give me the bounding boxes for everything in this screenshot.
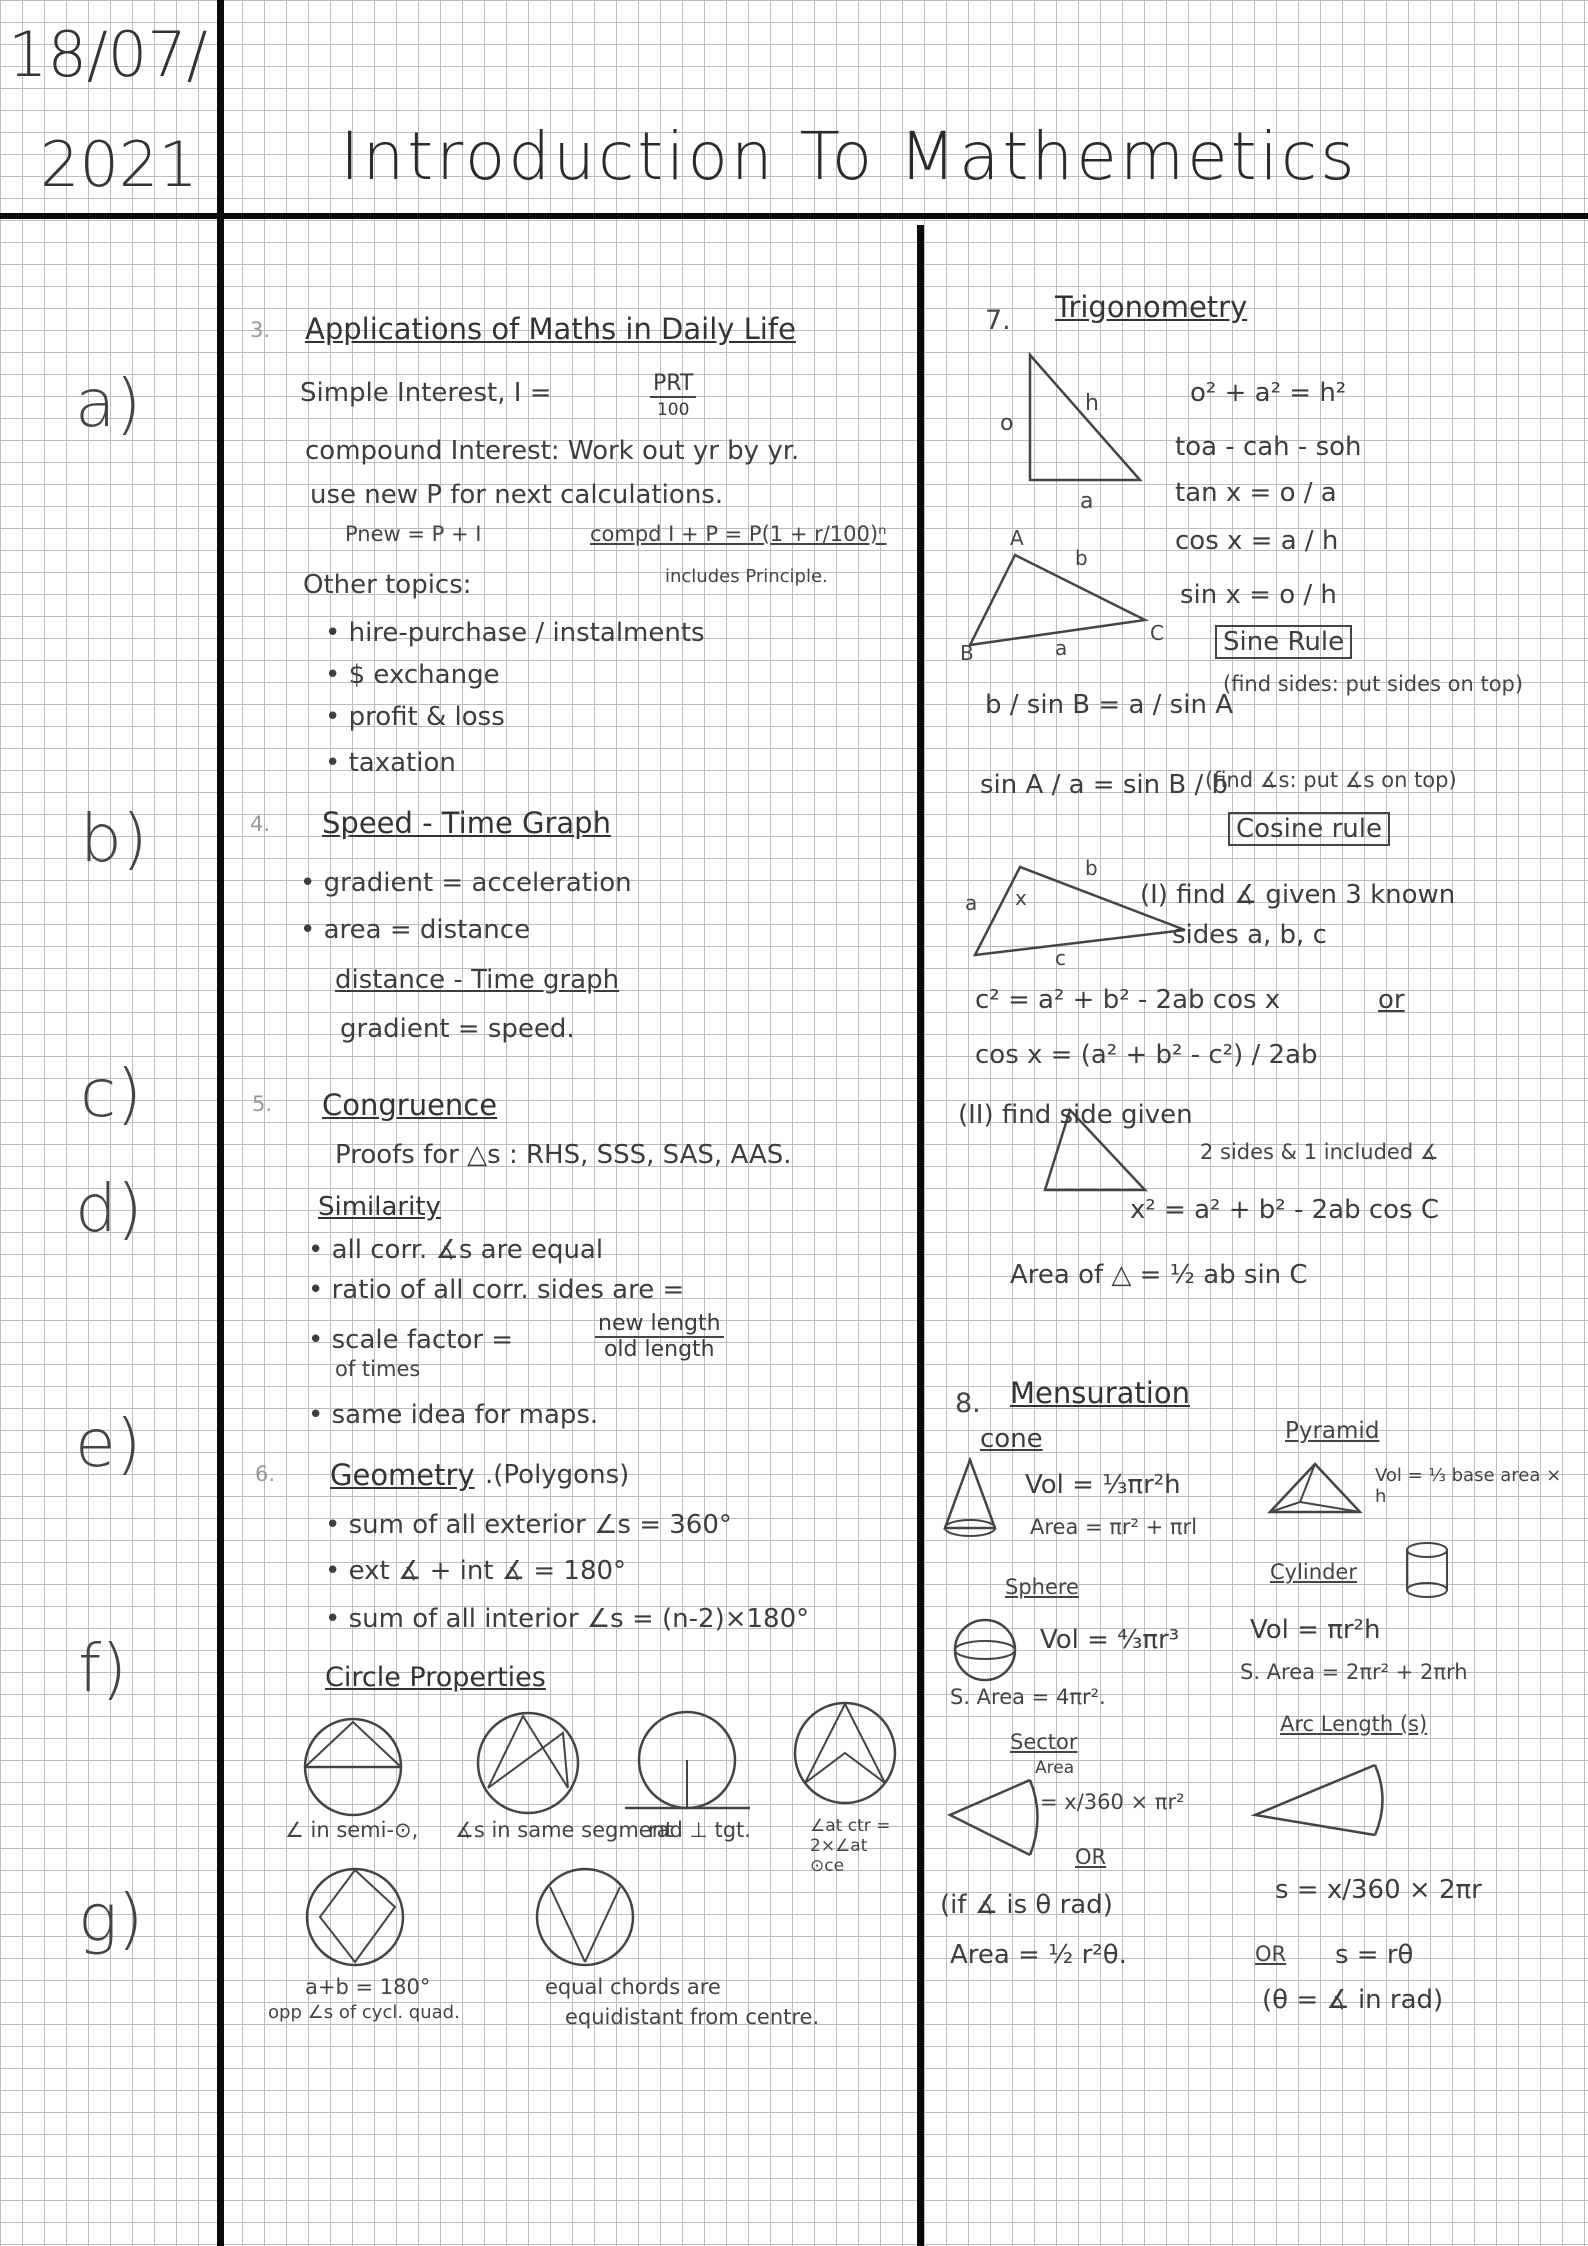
svg-text:x: x <box>1015 886 1027 910</box>
includes-principle: includes Principle. <box>665 566 828 587</box>
topic-item: • hire-purchase / instalments <box>325 618 705 648</box>
margin-label-c: c) <box>80 1055 143 1132</box>
cylinder-volume: Vol = πr²h <box>1250 1615 1381 1645</box>
circle-caption-2: ∡s in same segment <box>455 1818 674 1842</box>
congruence-proofs: Proofs for △s : RHS, SSS, SAS, AAS. <box>335 1140 792 1170</box>
ext-int-angles: • ext ∡ + int ∡ = 180° <box>325 1556 627 1586</box>
cos-formula: cos x = a / h <box>1175 526 1339 556</box>
find-sides-note: (find sides: put sides on top) <box>1223 672 1524 696</box>
svg-text:b: b <box>1075 546 1088 570</box>
cosine-case-2-detail: 2 sides & 1 included ∡ <box>1200 1140 1439 1164</box>
sine-rule-angles: sin A / a = sin B / b <box>980 770 1228 800</box>
margin-label-f: f) <box>78 1630 127 1707</box>
pyramid-label: Pyramid <box>1285 1418 1380 1444</box>
triangle-area-formula: Area of △ = ½ ab sin C <box>1010 1260 1308 1290</box>
cosine-rule-box: Cosine rule <box>1228 812 1390 846</box>
sphere-diagram <box>950 1615 1020 1689</box>
pyramid-volume: Vol = ⅓ base area × h <box>1375 1465 1562 1507</box>
svg-text:b: b <box>1085 856 1098 880</box>
arc-s-rtheta: s = rθ <box>1335 1940 1414 1970</box>
section-8-number: 8. <box>955 1388 981 1419</box>
simple-interest-fraction <box>650 372 696 422</box>
margin-label-g: g) <box>78 1880 144 1957</box>
sector-area-label: Area <box>1035 1758 1075 1778</box>
section-7-heading: Trigonometry <box>1055 290 1248 324</box>
cyclic-quad-caption: a+b = 180° <box>305 1975 431 1999</box>
pythagoras: o² + a² = h² <box>1190 378 1347 408</box>
margin-label-d: d) <box>75 1170 143 1247</box>
cosine-case-1-sides: sides a, b, c <box>1172 920 1327 950</box>
sin-formula: sin x = o / h <box>1180 580 1337 610</box>
svg-text:a: a <box>1055 636 1068 660</box>
similarity-angles: • all corr. ∡s are equal <box>308 1235 604 1265</box>
if-angle-rad: (if ∡ is θ rad) <box>940 1890 1113 1920</box>
sphere-volume: Vol = ⁴⁄₃πr³ <box>1040 1625 1180 1655</box>
section-4-number: 4. <box>250 812 271 836</box>
section-3-heading: Applications of Maths in Daily Life <box>305 312 796 346</box>
date-line-1: 18/07/ <box>8 18 208 91</box>
other-topics-label: Other topics: <box>303 570 472 600</box>
topic-item: • $ exchange <box>325 660 500 690</box>
svg-text:a: a <box>965 891 978 915</box>
page-title: Introduction To Mathemetics <box>340 118 1358 195</box>
compound-formula: compd I + P = P(1 + r/100)ⁿ <box>590 522 887 546</box>
sector-or: OR <box>1075 1845 1107 1869</box>
sector-area-rad: Area = ½ r²θ. <box>950 1940 1127 1970</box>
cosine-or: or <box>1378 985 1405 1015</box>
svg-text:h: h <box>1085 391 1099 416</box>
svg-text:B: B <box>960 641 974 665</box>
equal-chords-diagram <box>530 1862 640 1976</box>
similarity-ratio: • ratio of all corr. sides are = <box>308 1275 685 1305</box>
cone-diagram <box>940 1458 1000 1552</box>
section-4-heading: Speed - Time Graph <box>322 806 611 840</box>
theta-in-rad: (θ = ∡ in rad) <box>1262 1985 1444 2015</box>
prt-denominator: 100 <box>656 400 690 420</box>
interior-angles: • sum of all interior ∠s = (n-2)×180° <box>325 1604 810 1634</box>
margin-label-a: a) <box>75 365 142 442</box>
scale-factor-fraction: $\frac{\text{new length}}{\text{old length}}$ <box>595 1312 724 1362</box>
circle-semicircle-diagram <box>298 1712 408 1826</box>
find-angles-note: (find ∡s: put ∡s on top) <box>1205 768 1457 792</box>
sine-rule-box: Sine Rule <box>1215 625 1352 659</box>
sphere-area: S. Area = 4πr². <box>950 1685 1106 1709</box>
circle-properties-heading: Circle Properties <box>325 1662 546 1693</box>
equal-chords-caption-2: equidistant from centre. <box>565 2005 820 2029</box>
exterior-angles: • sum of all exterior ∠s = 360° <box>325 1510 732 1540</box>
circle-same-segment-diagram <box>473 1708 583 1822</box>
simple-interest-label: Simple Interest, I = <box>300 378 552 408</box>
cylinder-area: S. Area = 2πr² + 2πrh <box>1240 1660 1468 1684</box>
cosine-triangle-diagram <box>965 855 1195 969</box>
margin-label-b: b) <box>80 800 148 877</box>
pyramid-diagram <box>1265 1462 1365 1526</box>
similarity-heading: Similarity <box>318 1192 441 1222</box>
cone-label: cone <box>980 1424 1043 1454</box>
arc-or: OR <box>1255 1942 1287 1966</box>
circle-caption-3: rad ⊥ tgt. <box>648 1818 751 1842</box>
toa-cah-soh: toa - cah - soh <box>1175 432 1362 462</box>
svg-text:o: o <box>1000 411 1014 436</box>
cyclic-quad-diagram <box>300 1862 410 1976</box>
svg-text:C: C <box>1150 621 1164 645</box>
scale-factor-label: • scale factor = <box>308 1325 514 1355</box>
topic-item: • profit & loss <box>325 702 505 732</box>
cosine-formula-2: cos x = (a² + b² - c²) / 2ab <box>975 1040 1318 1070</box>
svg-text:c: c <box>1055 946 1066 970</box>
sector-label: Sector <box>1010 1730 1078 1754</box>
tan-formula: tan x = o / a <box>1175 478 1337 508</box>
margin-label-e: e) <box>75 1405 142 1482</box>
cosine-case-2: (II) find side given <box>958 1100 1193 1130</box>
compound-interest-line-1: compound Interest: Work out yr by yr. <box>305 436 800 466</box>
prt-numerator: PRT <box>650 372 696 398</box>
cosine-formula-3: x² = a² + b² - 2ab cos C <box>1130 1195 1440 1225</box>
circle-caption-4: ∠at ctr = 2×∠at ⊙ce <box>810 1816 891 1876</box>
cosine-case-1: (I) find ∡ given 3 known <box>1140 880 1456 910</box>
arc-sector-diagram <box>1245 1755 1405 1849</box>
circle-centre-angle-diagram <box>790 1698 900 1812</box>
distance-time-heading: distance - Time graph <box>335 965 620 995</box>
section-5-number: 5. <box>252 1092 273 1116</box>
gradient-speed: gradient = speed. <box>340 1014 575 1044</box>
general-triangle-diagram <box>960 526 1164 665</box>
circle-caption-1: ∠ in semi-⊙, <box>285 1818 419 1842</box>
cylinder-diagram <box>1402 1540 1452 1604</box>
center-column-rule <box>917 225 924 2246</box>
arc-length-label: Arc Length (s) <box>1280 1712 1428 1736</box>
cyclic-quad-caption-2: opp ∠s of cycl. quad. <box>268 2002 460 2023</box>
date-column-rule <box>217 0 224 2246</box>
sine-rule-sides: b / sin B = a / sin A <box>985 690 1233 720</box>
gradient-acceleration: • gradient = acceleration <box>300 868 632 898</box>
same-idea-maps: • same idea for maps. <box>308 1400 599 1430</box>
section-6-heading: Geometry <box>330 1458 475 1492</box>
of-times: of times <box>335 1357 421 1381</box>
sector-area-formula: = x/360 × πr² <box>1040 1790 1185 1814</box>
section-7-number: 7. <box>985 305 1011 336</box>
cylinder-label: Cylinder <box>1270 1560 1357 1584</box>
svg-text:a: a <box>1080 489 1094 514</box>
cosine-formula-1: c² = a² + b² - 2ab cos x <box>975 985 1281 1015</box>
cone-area: Area = πr² + πrl <box>1030 1515 1198 1539</box>
p-new-formula: Pnew = P + I <box>345 522 482 546</box>
polygons-label: .(Polygons) <box>485 1460 630 1490</box>
section-3-number: 3. <box>250 318 271 342</box>
sphere-label: Sphere <box>1005 1575 1079 1599</box>
section-5-heading: Congruence <box>322 1088 498 1122</box>
arc-length-formula: s = x/360 × 2πr <box>1275 1875 1482 1905</box>
section-8-heading: Mensuration <box>1010 1376 1190 1410</box>
date-line-2: 2021 <box>40 128 198 201</box>
right-triangle-diagram <box>1000 350 1160 514</box>
sector-diagram <box>940 1770 1040 1864</box>
cone-volume: Vol = ⅓πr²h <box>1025 1470 1181 1500</box>
section-6-number: 6. <box>255 1462 276 1486</box>
equal-chords-caption-1: equal chords are <box>545 1975 721 1999</box>
circle-tangent-diagram <box>625 1708 750 1822</box>
header-rule <box>0 213 1588 219</box>
area-distance: • area = distance <box>300 915 531 945</box>
compound-interest-line-2: use new P for next calculations. <box>310 480 724 510</box>
svg-text:A: A <box>1010 526 1024 550</box>
topic-item: • taxation <box>325 748 456 778</box>
